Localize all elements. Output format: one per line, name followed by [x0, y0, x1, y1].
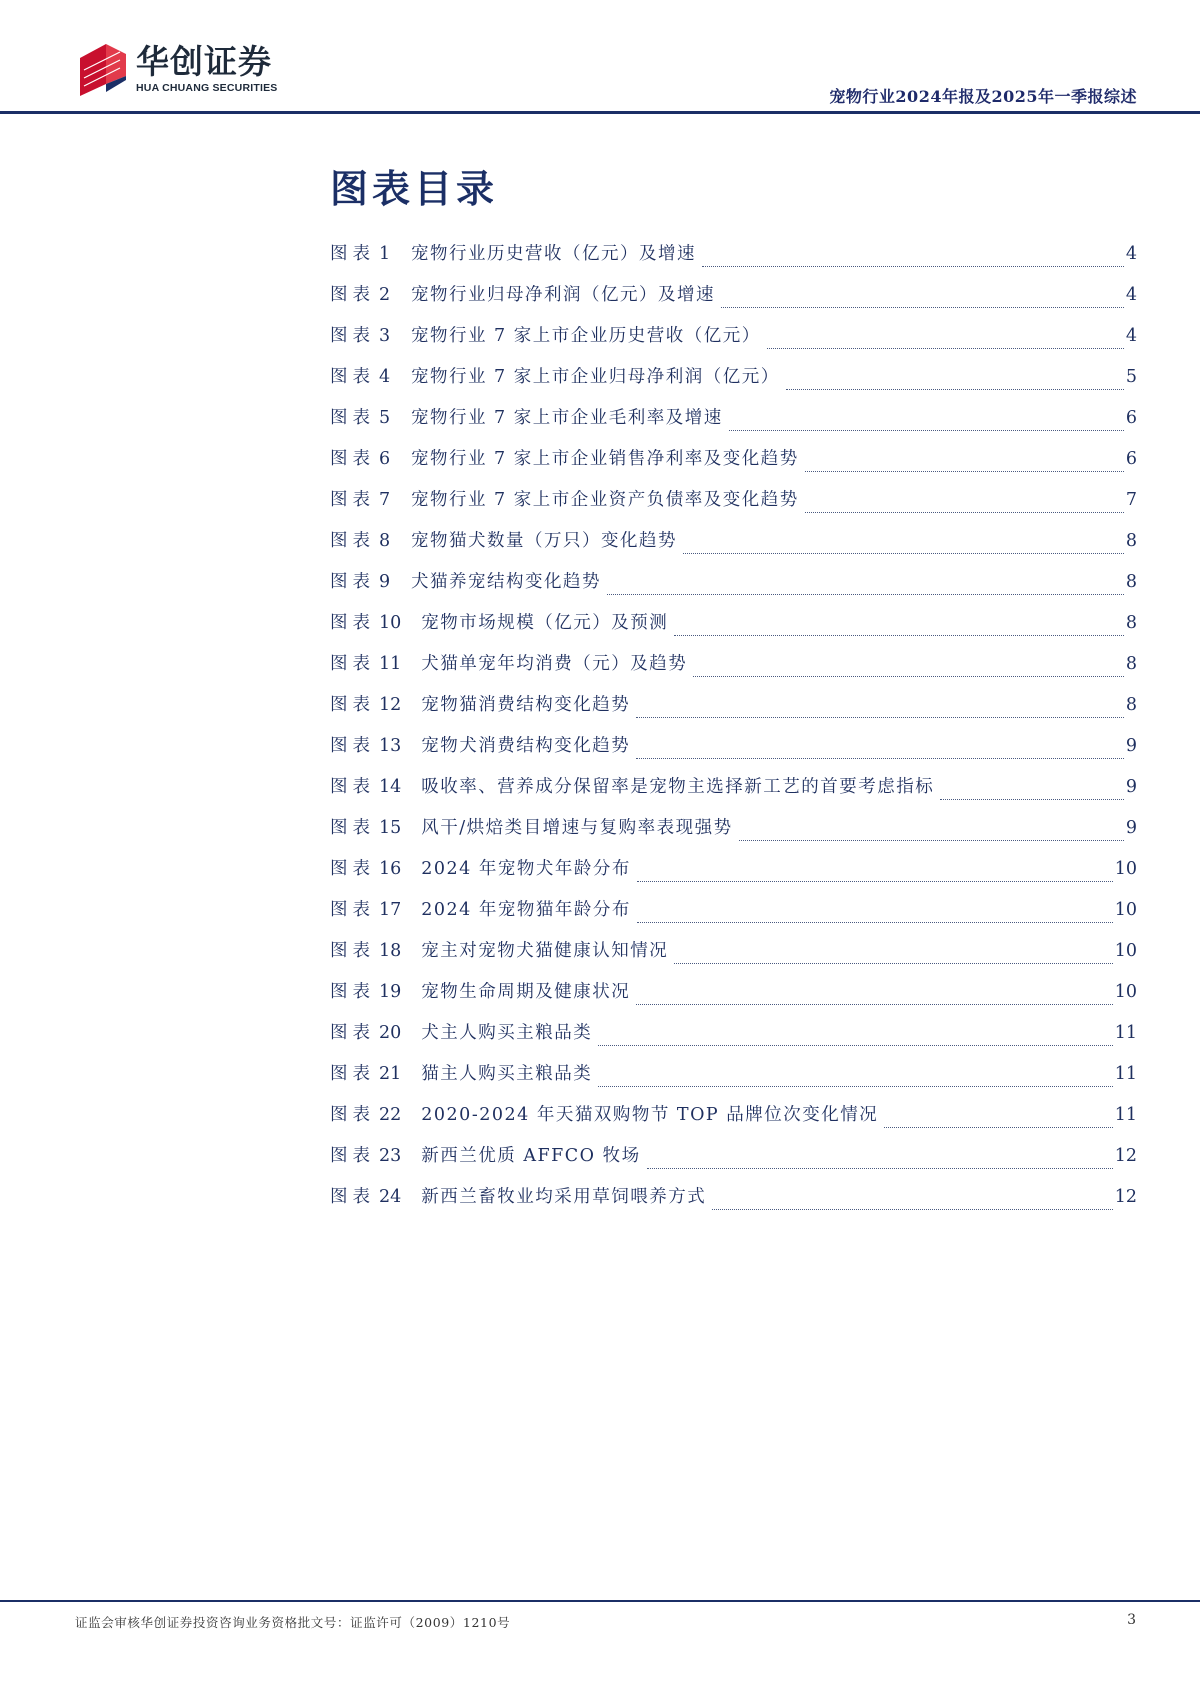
toc-entry-prefix: 图表 — [330, 490, 375, 510]
toc-entry-page[interactable]: 12 — [1114, 1187, 1137, 1207]
toc-entry-page[interactable]: 9 — [1125, 818, 1137, 838]
toc-entry-number: 17 — [379, 900, 402, 920]
toc-entry-page[interactable]: 5 — [1125, 367, 1137, 387]
toc-entry-prefix: 图表 — [330, 982, 375, 1002]
toc-entry-prefix: 图表 — [330, 1146, 375, 1166]
toc-entry-title[interactable]: 宠物行业历史营收（亿元）及增速 — [411, 244, 696, 264]
toc-dot-leader — [693, 676, 1124, 677]
toc-entry-title[interactable]: 2024 年宠物犬年龄分布 — [421, 859, 631, 879]
toc-entry-title[interactable]: 宠物行业 7 家上市企业历史营收（亿元） — [411, 326, 761, 346]
toc-dot-leader — [805, 512, 1124, 513]
toc-entry-page[interactable]: 10 — [1114, 941, 1137, 961]
toc-dot-leader — [786, 389, 1124, 390]
toc-entry-page[interactable]: 10 — [1114, 859, 1137, 879]
toc-entry-number: 18 — [379, 941, 402, 961]
toc-dot-leader — [702, 266, 1124, 267]
toc-dot-leader — [767, 348, 1124, 349]
toc-entry-number: 3 — [379, 326, 391, 346]
toc-entry-page[interactable]: 9 — [1125, 736, 1137, 756]
toc-entry-number: 11 — [379, 654, 402, 674]
toc-entry-page[interactable]: 4 — [1125, 244, 1137, 264]
toc-entry[interactable] — [330, 527, 1137, 568]
toc-entry-number: 22 — [379, 1105, 402, 1125]
toc-entry[interactable] — [330, 281, 1137, 322]
toc-entry-number: 2 — [379, 285, 391, 305]
toc-entry-title[interactable]: 宠物行业 7 家上市企业资产负债率及变化趋势 — [411, 490, 799, 510]
toc-entry-number: 4 — [379, 367, 391, 387]
toc-entry-number: 19 — [379, 982, 402, 1002]
toc-entry-prefix: 图表 — [330, 367, 375, 387]
toc-entry-title[interactable]: 新西兰优质 AFFCO 牧场 — [421, 1146, 641, 1166]
toc-entry-prefix: 图表 — [330, 244, 375, 264]
toc-dot-leader — [729, 430, 1124, 431]
toc-dot-leader — [637, 881, 1113, 882]
report-header-title: 宠物行业2024年报及2025年一季报综述 — [829, 87, 1137, 106]
toc-entry-number: 10 — [379, 613, 402, 633]
toc-entry-title[interactable]: 2024 年宠物猫年龄分布 — [421, 900, 631, 920]
toc-dot-leader — [637, 922, 1113, 923]
toc-entry-page[interactable]: 8 — [1125, 613, 1137, 633]
toc-entry[interactable] — [330, 322, 1137, 363]
toc-entry[interactable] — [330, 978, 1137, 1019]
toc-entry-prefix: 图表 — [330, 777, 375, 797]
toc-entry[interactable] — [330, 650, 1137, 691]
toc-entry-title[interactable]: 吸收率、营养成分保留率是宠物主选择新工艺的首要考虑指标 — [421, 777, 935, 797]
toc-entry[interactable] — [330, 814, 1137, 855]
toc-dot-leader — [636, 758, 1124, 759]
toc-entry-number: 24 — [379, 1187, 402, 1207]
company-logo-mark — [76, 40, 130, 98]
toc-entry-prefix: 图表 — [330, 941, 375, 961]
toc-dot-leader — [647, 1168, 1113, 1169]
footer-license-text: 证监会审核华创证券投资咨询业务资格批文号：证监许可（2009）1210号 — [75, 1615, 511, 1630]
toc-entry[interactable] — [330, 773, 1137, 814]
toc-dot-leader — [805, 471, 1124, 472]
toc-entry-page[interactable]: 4 — [1125, 285, 1137, 305]
footer-page-number: 3 — [1127, 1612, 1136, 1628]
toc-entry-prefix: 图表 — [330, 1023, 375, 1043]
toc-entry-page[interactable]: 10 — [1114, 982, 1137, 1002]
toc-entry-prefix: 图表 — [330, 736, 375, 756]
toc-entry-title[interactable]: 宠物犬消费结构变化趋势 — [421, 736, 631, 756]
toc-entry-title[interactable]: 宠物猫犬数量（万只）变化趋势 — [411, 531, 677, 551]
toc-entry-number: 20 — [379, 1023, 402, 1043]
toc-entry-prefix: 图表 — [330, 285, 375, 305]
toc-entry[interactable] — [330, 609, 1137, 650]
table-of-figures — [330, 240, 1137, 1224]
toc-entry-title[interactable]: 宠物猫消费结构变化趋势 — [421, 695, 631, 715]
toc-entry[interactable] — [330, 1019, 1137, 1060]
page-title: 图表目录 — [330, 167, 499, 211]
toc-entry-number: 9 — [379, 572, 391, 592]
toc-entry[interactable] — [330, 1101, 1137, 1142]
toc-entry-page[interactable]: 9 — [1125, 777, 1137, 797]
toc-entry-title[interactable]: 新西兰畜牧业均采用草饲喂养方式 — [421, 1187, 707, 1207]
toc-entry-number: 15 — [379, 818, 402, 838]
toc-entry[interactable] — [330, 937, 1137, 978]
toc-entry-title[interactable]: 宠物行业 7 家上市企业销售净利率及变化趋势 — [411, 449, 799, 469]
toc-dot-leader — [683, 553, 1124, 554]
toc-entry-number: 6 — [379, 449, 391, 469]
toc-entry-prefix: 图表 — [330, 1105, 375, 1125]
toc-entry-page[interactable]: 8 — [1125, 572, 1137, 592]
logo-english-name: HUA CHUANG SECURITIES — [136, 82, 278, 94]
toc-entry-page[interactable]: 6 — [1125, 408, 1137, 428]
toc-dot-leader — [636, 717, 1124, 718]
toc-entry[interactable] — [330, 1142, 1137, 1183]
toc-entry[interactable] — [330, 896, 1137, 937]
toc-entry[interactable] — [330, 1060, 1137, 1101]
toc-entry-page[interactable]: 11 — [1114, 1105, 1137, 1125]
toc-entry-title[interactable]: 宠主对宠物犬猫健康认知情况 — [421, 941, 669, 961]
toc-entry-page[interactable]: 6 — [1125, 449, 1137, 469]
toc-entry[interactable] — [330, 732, 1137, 773]
toc-entry-title[interactable]: 犬主人购买主粮品类 — [421, 1023, 593, 1043]
toc-entry-number: 12 — [379, 695, 402, 715]
toc-entry-prefix: 图表 — [330, 572, 375, 592]
toc-entry-page[interactable]: 8 — [1125, 654, 1137, 674]
toc-entry-number: 8 — [379, 531, 391, 551]
logo-chinese-name: 华创证券 — [136, 42, 272, 81]
toc-dot-leader — [884, 1127, 1112, 1128]
toc-entry-prefix: 图表 — [330, 900, 375, 920]
toc-entry-page[interactable]: 11 — [1114, 1023, 1137, 1043]
toc-dot-leader — [598, 1045, 1112, 1046]
toc-entry-number: 5 — [379, 408, 391, 428]
toc-entry-title[interactable]: 犬猫单宠年均消费（元）及趋势 — [421, 654, 688, 674]
toc-entry-title[interactable]: 宠物生命周期及健康状况 — [421, 982, 631, 1002]
toc-entry-page[interactable]: 7 — [1125, 490, 1137, 510]
toc-entry[interactable] — [330, 568, 1137, 609]
toc-entry-title[interactable]: 风干/烘焙类目增速与复购率表现强势 — [421, 818, 733, 838]
toc-entry-prefix: 图表 — [330, 408, 375, 428]
toc-entry[interactable] — [330, 404, 1137, 445]
toc-entry[interactable] — [330, 445, 1137, 486]
toc-entry[interactable] — [330, 240, 1137, 281]
toc-entry-prefix: 图表 — [330, 1187, 375, 1207]
toc-entry-title[interactable]: 猫主人购买主粮品类 — [421, 1064, 593, 1084]
toc-dot-leader — [674, 635, 1124, 636]
toc-entry-number: 16 — [379, 859, 402, 879]
toc-entry-prefix: 图表 — [330, 613, 375, 633]
footer-divider — [0, 1600, 1200, 1602]
toc-dot-leader — [712, 1209, 1112, 1210]
toc-dot-leader — [607, 594, 1124, 595]
toc-entry-page[interactable]: 11 — [1114, 1064, 1137, 1084]
toc-entry-prefix: 图表 — [330, 326, 375, 346]
toc-entry-page[interactable]: 4 — [1125, 326, 1137, 346]
toc-entry[interactable] — [330, 855, 1137, 896]
toc-dot-leader — [674, 963, 1112, 964]
toc-entry[interactable] — [330, 363, 1137, 404]
toc-entry-title[interactable]: 犬猫养宠结构变化趋势 — [411, 572, 601, 592]
toc-dot-leader — [940, 799, 1124, 800]
toc-entry-title[interactable]: 宠物行业归母净利润（亿元）及增速 — [411, 285, 715, 305]
toc-entry-prefix: 图表 — [330, 449, 375, 469]
toc-entry-number: 1 — [379, 244, 391, 264]
header-divider — [0, 111, 1200, 114]
toc-entry-number: 14 — [379, 777, 402, 797]
toc-dot-leader — [636, 1004, 1112, 1005]
toc-dot-leader — [598, 1086, 1112, 1087]
toc-entry-number: 13 — [379, 736, 402, 756]
toc-entry-prefix: 图表 — [330, 654, 375, 674]
toc-entry[interactable] — [330, 691, 1137, 732]
toc-entry[interactable] — [330, 1183, 1137, 1224]
toc-entry-title[interactable]: 2020-2024 年天猫双购物节 TOP 品牌位次变化情况 — [421, 1105, 879, 1125]
toc-entry-title[interactable]: 宠物行业 7 家上市企业毛利率及增速 — [411, 408, 723, 428]
toc-entry[interactable] — [330, 486, 1137, 527]
toc-entry-page[interactable]: 12 — [1114, 1146, 1137, 1166]
toc-entry-prefix: 图表 — [330, 695, 375, 715]
toc-entry-number: 23 — [379, 1146, 402, 1166]
toc-entry-page[interactable]: 8 — [1125, 531, 1137, 551]
toc-entry-prefix: 图表 — [330, 859, 375, 879]
toc-entry-prefix: 图表 — [330, 1064, 375, 1084]
company-logo — [76, 40, 277, 98]
toc-entry-page[interactable]: 10 — [1114, 900, 1137, 920]
toc-entry-prefix: 图表 — [330, 818, 375, 838]
toc-entry-title[interactable]: 宠物市场规模（亿元）及预测 — [421, 613, 669, 633]
toc-dot-leader — [721, 307, 1124, 308]
toc-entry-number: 7 — [379, 490, 391, 510]
toc-entry-title[interactable]: 宠物行业 7 家上市企业归母净利润（亿元） — [411, 367, 780, 387]
toc-entry-page[interactable]: 8 — [1125, 695, 1137, 715]
toc-dot-leader — [739, 840, 1124, 841]
toc-entry-prefix: 图表 — [330, 531, 375, 551]
toc-entry-number: 21 — [379, 1064, 402, 1084]
